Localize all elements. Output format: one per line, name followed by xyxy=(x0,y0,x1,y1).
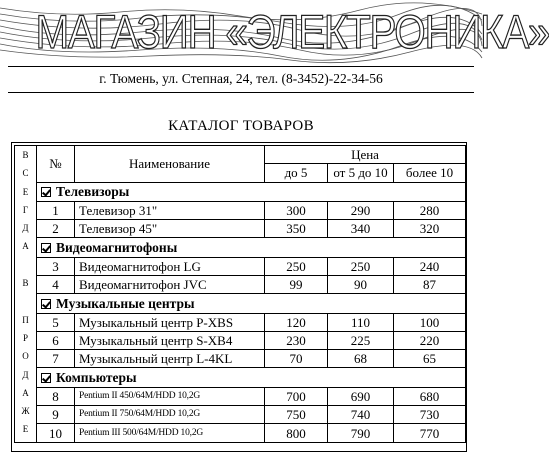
item-number: 7 xyxy=(37,350,75,368)
table-header-row xyxy=(15,146,466,164)
item-price: 320 xyxy=(394,220,466,238)
item-price: 790 xyxy=(328,424,394,442)
item-number: 8 xyxy=(37,387,75,405)
item-price: 100 xyxy=(394,313,466,331)
side-letter: Р xyxy=(22,332,28,343)
side-letter: Е xyxy=(22,186,29,197)
side-letter: П xyxy=(22,314,29,325)
section-title: Телевизоры xyxy=(56,184,130,200)
item-number: 9 xyxy=(37,406,75,424)
section-title: Музыкальные центры xyxy=(56,295,195,311)
checkbox-checked-icon xyxy=(41,243,51,253)
item-number: 4 xyxy=(37,276,75,294)
item-price: 800 xyxy=(265,424,328,442)
item-name: Музыкальный центр L-4KL xyxy=(75,350,265,368)
header-rule-bottom xyxy=(8,92,474,93)
item-price: 99 xyxy=(265,276,328,294)
side-letter: Е xyxy=(22,424,29,435)
table-row xyxy=(15,313,466,331)
item-price: 740 xyxy=(328,406,394,424)
checkbox-checked-icon xyxy=(41,373,51,383)
store-name: МАГАЗИН «ЭЛЕКТРОНИКА» xyxy=(35,5,549,58)
header-banner xyxy=(0,0,549,62)
catalog-title: КАТАЛОГ ТОВАРОВ xyxy=(168,118,314,134)
item-name: Видеомагнитофон LG xyxy=(75,257,265,275)
section-row xyxy=(15,238,466,257)
item-number: 1 xyxy=(37,201,75,219)
item-price: 750 xyxy=(265,406,328,424)
item-price: 110 xyxy=(328,313,394,331)
side-letter: В xyxy=(22,278,29,289)
section-header xyxy=(37,238,466,257)
item-price: 225 xyxy=(328,331,394,349)
section-header xyxy=(37,368,466,387)
side-letter xyxy=(15,295,36,313)
item-price: 65 xyxy=(394,350,466,368)
item-price: 700 xyxy=(265,387,328,405)
store-address: г. Тюмень, ул. Степная, 24, тел. (8-3452)-22-34-56 xyxy=(99,71,383,86)
catalog-table xyxy=(14,145,466,443)
item-name: Музыкальный центр S-XB4 xyxy=(75,331,265,349)
section-row xyxy=(15,294,466,313)
item-name: Pentium III 500/64M/HDD 10,2G xyxy=(75,424,265,442)
item-name: Pentium II 450/64M/HDD 10,2G xyxy=(75,387,265,405)
item-price: 250 xyxy=(265,257,328,275)
item-number: 10 xyxy=(37,424,75,442)
section-header xyxy=(37,182,466,201)
table-row xyxy=(15,220,466,238)
side-letter: Д xyxy=(22,223,29,234)
section-title: Компьютеры xyxy=(56,370,137,386)
section-row xyxy=(15,368,466,387)
column-header-price-tier: более 10 xyxy=(394,164,466,182)
item-name: Телевизор 45" xyxy=(75,220,265,238)
item-price: 250 xyxy=(328,257,394,275)
side-letter: Г xyxy=(22,204,29,215)
item-price: 340 xyxy=(328,220,394,238)
item-price: 300 xyxy=(265,201,328,219)
side-vertical-text xyxy=(15,146,37,443)
column-header-price: Цена xyxy=(265,146,466,164)
item-price: 240 xyxy=(394,257,466,275)
table-row xyxy=(15,201,466,219)
table-row xyxy=(15,424,466,442)
side-letter: О xyxy=(22,351,29,362)
side-letter: Д xyxy=(22,369,29,380)
item-price: 350 xyxy=(265,220,328,238)
item-price: 280 xyxy=(394,201,466,219)
item-number: 5 xyxy=(37,313,75,331)
section-title: Видеомагнитофоны xyxy=(56,240,178,256)
item-price: 87 xyxy=(394,276,466,294)
item-number: 6 xyxy=(37,331,75,349)
catalog-table-body xyxy=(15,146,466,443)
item-price: 290 xyxy=(328,201,394,219)
column-header-price-tier: до 5 xyxy=(265,164,328,182)
table-row xyxy=(15,387,466,405)
side-letter: В xyxy=(22,150,29,160)
item-price: 120 xyxy=(265,313,328,331)
item-price: 690 xyxy=(328,387,394,405)
side-letter: С xyxy=(22,168,29,179)
table-row xyxy=(15,331,466,349)
checkbox-checked-icon xyxy=(41,187,51,197)
column-header-number: № xyxy=(37,146,75,183)
item-price: 90 xyxy=(328,276,394,294)
side-letter xyxy=(15,259,36,277)
item-name: Pentium II 750/64M/HDD 10,2G xyxy=(75,406,265,424)
table-row xyxy=(15,257,466,275)
item-name: Телевизор 31" xyxy=(75,201,265,219)
section-header xyxy=(37,294,466,313)
item-price: 770 xyxy=(394,424,466,442)
header-rule-top xyxy=(8,66,474,67)
table-row xyxy=(15,276,466,294)
item-price: 220 xyxy=(394,331,466,349)
table-row xyxy=(15,406,466,424)
item-name: Музыкальный центр P-XBS xyxy=(75,313,265,331)
side-letter: А xyxy=(22,241,29,252)
item-price: 68 xyxy=(328,350,394,368)
checkbox-checked-icon xyxy=(41,299,51,309)
table-row xyxy=(15,350,466,368)
item-number: 3 xyxy=(37,257,75,275)
item-number: 2 xyxy=(37,220,75,238)
side-letter: Ж xyxy=(21,406,30,417)
item-price: 730 xyxy=(394,406,466,424)
column-header-name: Наименование xyxy=(75,146,265,183)
column-header-price-tier: от 5 до 10 xyxy=(328,164,394,182)
side-letter: А xyxy=(22,387,29,398)
item-price: 680 xyxy=(394,387,466,405)
item-name: Видеомагнитофон JVC xyxy=(75,276,265,294)
section-row xyxy=(15,182,466,201)
item-price: 230 xyxy=(265,331,328,349)
item-price: 70 xyxy=(265,350,328,368)
